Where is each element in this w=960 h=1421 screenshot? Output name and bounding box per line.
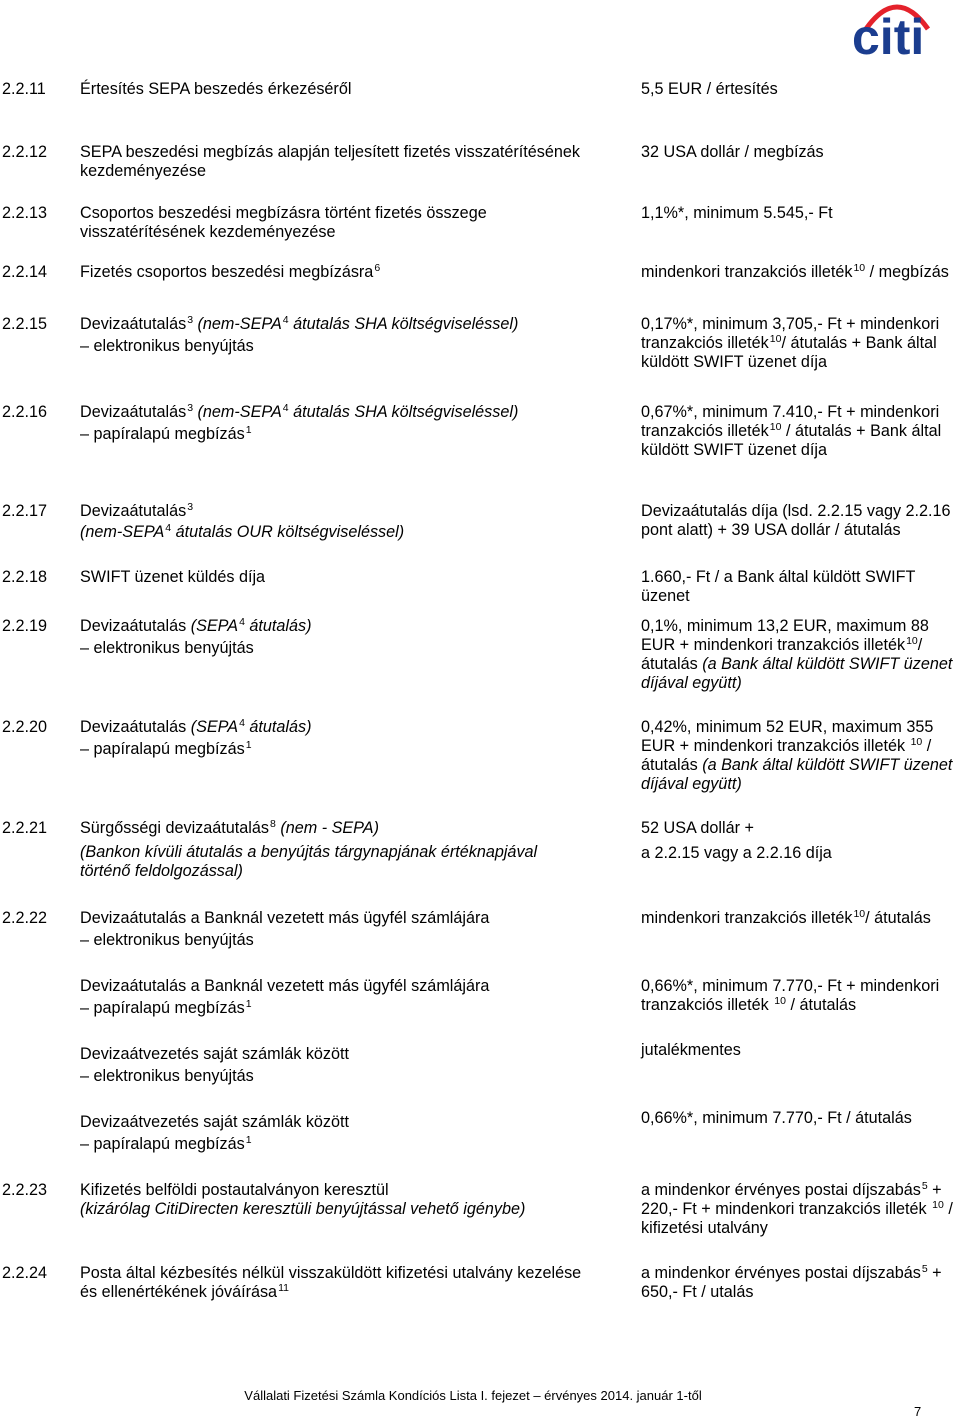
text-line <box>80 80 351 99</box>
text-line <box>641 263 949 282</box>
fee-amount <box>641 263 949 282</box>
text-segment: / megbízás <box>865 263 949 281</box>
text-line <box>641 441 941 460</box>
text-segment: átutalás) <box>244 617 312 635</box>
text-segment: / átutalás + Bank által <box>781 422 942 440</box>
text-segment: Kifizetés belföldi postautalványon keresztül <box>80 1181 389 1199</box>
text-segment: a mindenkor érvényes postai díjszabás <box>641 1181 921 1199</box>
footnote-ref: 4 <box>239 716 245 729</box>
text-segment: mindenkori tranzakciós illeték <box>641 263 853 281</box>
text-segment: és ellenértékének jóváírása <box>80 1283 278 1301</box>
text-segment: + <box>927 1181 942 1199</box>
text-segment: – papíralapú megbízás <box>80 999 245 1017</box>
text-segment: jutalékmentes <box>641 1041 741 1059</box>
text-line <box>641 756 952 775</box>
text-segment: SEPA beszedési megbízás alapján teljesített fizetés visszatérítésének <box>80 143 580 161</box>
text-segment: – elektronikus benyújtás <box>80 639 254 657</box>
text-segment: (nem-SEPA <box>193 315 282 333</box>
text-segment: mindenkori tranzakciós illeték <box>641 909 853 927</box>
text-line <box>80 143 580 162</box>
text-line <box>641 204 833 223</box>
text-segment: Devizaátutalás <box>80 502 187 520</box>
service-description <box>80 1181 525 1219</box>
text-segment: tranzakciós illeték <box>641 996 774 1014</box>
text-segment: tranzakciós illeték <box>641 422 769 440</box>
citi-logo <box>846 2 936 60</box>
text-line <box>80 523 404 542</box>
row-number: 2.2.12 <box>2 143 48 161</box>
text-line <box>80 502 404 521</box>
text-line <box>80 337 518 356</box>
text-segment: átutalás SHA költségviseléssel) <box>288 403 519 421</box>
text-segment: történő feldolgozással) <box>80 862 243 880</box>
service-description <box>80 80 351 99</box>
row-number: 2.2.21 <box>2 819 48 837</box>
text-segment: (a Bank által küldött SWIFT üzenet <box>702 756 953 774</box>
fee-amount <box>641 617 952 693</box>
text-segment: – papíralapú megbízás <box>80 425 245 443</box>
text-line <box>80 909 489 928</box>
text-line <box>80 1135 349 1154</box>
text-segment: Devizaátutalás <box>80 315 187 333</box>
service-description <box>80 819 537 881</box>
text-line <box>641 353 939 372</box>
text-line <box>641 1283 942 1302</box>
text-segment: (SEPA <box>190 718 239 736</box>
text-segment: átutalás <box>641 756 703 774</box>
text-segment: 1.660,- Ft / a Bank által küldött SWIFT <box>641 568 916 586</box>
fee-amount <box>641 718 952 794</box>
logo-wordmark: citi <box>852 9 925 60</box>
text-line <box>80 819 537 838</box>
text-line <box>80 1045 349 1064</box>
text-line <box>80 1067 349 1086</box>
text-line <box>641 143 824 162</box>
text-segment: kezdeményezése <box>80 162 206 180</box>
text-segment: 5,5 EUR / értesítés <box>641 80 778 98</box>
text-line <box>641 1109 912 1128</box>
text-line <box>80 931 489 950</box>
text-line <box>641 977 939 996</box>
text-segment: küldött SWIFT üzenet díja <box>641 353 827 371</box>
text-line <box>641 1041 741 1060</box>
service-description <box>80 617 312 658</box>
text-line <box>641 674 952 693</box>
text-segment: (nem - SEPA) <box>275 819 379 837</box>
text-segment: Devizaátutalás a Banknál vezetett más ügyfél számlájára <box>80 909 490 927</box>
row-number: 2.2.14 <box>2 263 48 281</box>
text-line <box>641 587 915 606</box>
footnote-ref: 8 <box>269 817 276 830</box>
row-number: 2.2.18 <box>2 568 48 586</box>
text-segment: Devizaátutalás díja (lsd. 2.2.15 vagy 2.2.16 <box>641 502 951 520</box>
text-line <box>641 1200 953 1219</box>
text-segment: Devizaátutalás <box>80 403 187 421</box>
text-line <box>80 999 489 1018</box>
footnote-ref: 4 <box>282 313 289 326</box>
row-number: 2.2.11 <box>2 80 46 98</box>
text-segment: küldött SWIFT üzenet díja <box>641 441 827 459</box>
footnote-ref: 4 <box>282 401 289 414</box>
fee-amount <box>641 143 824 162</box>
text-line <box>80 617 312 636</box>
fee-amount <box>641 1264 942 1302</box>
text-segment: (a Bank által küldött SWIFT üzenet <box>702 655 953 673</box>
service-description <box>80 977 489 1018</box>
service-description <box>80 143 580 181</box>
fee-amount <box>641 1109 912 1128</box>
text-line <box>80 977 489 996</box>
text-line <box>641 403 941 422</box>
text-line <box>641 775 952 794</box>
footnote-ref: 6 <box>374 261 381 274</box>
text-segment: SWIFT üzenet küldés díja <box>80 568 266 586</box>
footnote-ref: 1 <box>245 997 252 1010</box>
text-segment: / <box>922 737 932 755</box>
footnote-ref: 3 <box>187 313 194 326</box>
text-segment: (nem-SEPA <box>193 403 282 421</box>
text-segment: átutalás SHA költségviseléssel) <box>288 315 519 333</box>
text-segment: (kizárólag CitiDirecten keresztüli benyújtással vehető igénybe) <box>80 1200 526 1218</box>
fee-amount <box>641 568 915 606</box>
footnote-ref: 10 <box>910 735 923 748</box>
text-line <box>641 819 832 838</box>
footnote-ref: 1 <box>245 423 252 436</box>
row-number: 2.2.20 <box>2 718 48 736</box>
text-segment: EUR + mindenkori tranzakciós illeték <box>641 636 906 654</box>
text-line <box>80 862 537 881</box>
text-segment: 0,42%, minimum 52 EUR, maximum 355 <box>641 718 934 736</box>
text-line <box>80 740 312 759</box>
text-line <box>80 568 265 587</box>
footnote-ref: 10 <box>769 420 782 433</box>
text-line <box>80 263 380 282</box>
text-segment: Devizaátutalás <box>80 617 191 635</box>
footnote-ref: 10 <box>906 634 918 647</box>
text-segment: + <box>927 1264 942 1282</box>
service-description <box>80 315 518 356</box>
text-segment: átutalás <box>641 655 703 673</box>
fee-amount <box>641 1181 953 1238</box>
text-segment: visszatérítésének kezdeményezése <box>80 223 336 241</box>
text-segment: 52 USA dollár + <box>641 819 754 837</box>
text-segment: – elektronikus benyújtás <box>80 931 254 949</box>
text-segment: 650,- Ft / utalás <box>641 1283 754 1301</box>
text-segment: 0,67%*, minimum 7.410,- Ft + mindenkori <box>641 403 940 421</box>
row-number: 2.2.23 <box>2 1181 48 1199</box>
text-segment: díjával együtt) <box>641 775 742 793</box>
text-line <box>641 617 952 636</box>
text-segment: üzenet <box>641 587 690 605</box>
text-segment: / <box>917 636 923 654</box>
text-line <box>641 1181 953 1200</box>
fee-amount <box>641 80 778 99</box>
row-number: 2.2.17 <box>2 502 48 520</box>
text-line <box>80 1264 581 1283</box>
text-line <box>641 80 778 99</box>
row-number: 2.2.24 <box>2 1264 48 1282</box>
text-segment: / <box>943 1200 953 1218</box>
text-segment: kifizetési utalvány <box>641 1219 768 1237</box>
text-line <box>80 639 312 658</box>
text-line <box>80 403 518 422</box>
text-line <box>80 204 487 223</box>
text-line <box>641 909 931 928</box>
text-segment: Értesítés SEPA beszedés érkezéséről <box>80 80 352 98</box>
text-line <box>641 655 952 674</box>
footnote-ref: 5 <box>921 1179 928 1192</box>
text-segment: (SEPA <box>190 617 239 635</box>
footnote-ref: 11 <box>278 1281 289 1294</box>
service-description <box>80 909 489 950</box>
text-segment: – papíralapú megbízás <box>80 1135 245 1153</box>
text-segment: EUR + mindenkori tranzakciós illeték <box>641 737 910 755</box>
service-description <box>80 1264 581 1302</box>
text-line <box>641 1219 953 1238</box>
text-line <box>80 315 518 334</box>
fee-amount <box>641 315 939 372</box>
fee-amount <box>641 403 941 460</box>
service-description <box>80 718 312 759</box>
text-segment: / átutalás <box>785 996 857 1014</box>
fee-amount <box>641 1041 741 1060</box>
footnote-ref: 3 <box>187 401 194 414</box>
text-segment: a 2.2.15 vagy a 2.2.16 díja <box>641 844 832 862</box>
text-segment: (nem-SEPA <box>80 523 165 541</box>
footnote-ref: 3 <box>187 500 194 513</box>
text-line <box>641 718 952 737</box>
text-segment: Devizaátvezetés saját számlák között <box>80 1045 350 1063</box>
text-segment: átutalás OUR költségviseléssel) <box>171 523 405 541</box>
text-segment: / átutalás <box>865 909 931 927</box>
service-description <box>80 1113 349 1154</box>
footnote-ref: 10 <box>769 332 782 345</box>
text-segment: (Bankon kívüli átutalás a benyújtás tárgynapjának értéknapjával <box>80 843 538 861</box>
text-segment: Posta által kézbesítés nélkül visszaküldött kifizetési utalvány kezelése <box>80 1264 582 1282</box>
text-segment: díjával együtt) <box>641 674 742 692</box>
text-segment: 1,1%*, minimum 5.545,- Ft <box>641 204 833 222</box>
footnote-ref: 10 <box>853 907 866 920</box>
text-segment: Sürgősségi devizaátutalás <box>80 819 269 837</box>
footnote-ref: 4 <box>165 521 172 534</box>
text-line <box>641 996 939 1015</box>
text-line <box>80 162 580 181</box>
row-number: 2.2.13 <box>2 204 48 222</box>
text-line <box>80 718 312 737</box>
text-line <box>641 1264 942 1283</box>
text-segment: Fizetés csoportos beszedési megbízásra <box>80 263 374 281</box>
text-segment: 0,66%*, minimum 7.770,- Ft + mindenkori <box>641 977 940 995</box>
fee-amount <box>641 502 951 540</box>
text-line <box>80 425 518 444</box>
text-line <box>80 1181 525 1200</box>
row-number: 2.2.19 <box>2 617 48 635</box>
text-segment: Devizaátutalás a Banknál vezetett más ügyfél számlájára <box>80 977 490 995</box>
fee-amount <box>641 204 833 223</box>
fee-amount <box>641 819 832 863</box>
row-number: 2.2.22 <box>2 909 48 927</box>
text-segment: átutalás) <box>244 718 312 736</box>
text-line <box>641 844 832 863</box>
text-segment: a mindenkor érvényes postai díjszabás <box>641 1264 921 1282</box>
footnote-ref: 10 <box>932 1198 944 1211</box>
text-line <box>80 843 537 862</box>
row-number: 2.2.15 <box>2 315 48 333</box>
text-segment: / átutalás + Bank által <box>781 334 937 352</box>
text-segment: 32 USA dollár / megbízás <box>641 143 824 161</box>
footnote-ref: 5 <box>921 1262 928 1275</box>
service-description <box>80 502 404 542</box>
row-number: 2.2.16 <box>2 403 48 421</box>
text-segment: 0,1%, minimum 13,2 EUR, maximum 88 <box>641 617 929 635</box>
text-segment: tranzakciós illeték <box>641 334 769 352</box>
service-description <box>80 1045 349 1086</box>
fee-amount <box>641 977 939 1015</box>
text-line <box>641 422 941 441</box>
text-line <box>641 502 951 521</box>
text-line <box>641 737 952 756</box>
text-segment: 0,66%*, minimum 7.770,- Ft / átutalás <box>641 1109 912 1127</box>
text-segment: 220,- Ft + mindenkori tranzakciós illeték <box>641 1200 932 1218</box>
text-line <box>80 1200 525 1219</box>
fee-amount <box>641 909 931 928</box>
text-segment: – elektronikus benyújtás <box>80 1067 254 1085</box>
text-line <box>641 521 951 540</box>
footnote-ref: 1 <box>245 738 252 751</box>
text-segment: Csoportos beszedési megbízásra történt fizetés összege <box>80 204 487 222</box>
text-line <box>641 636 952 655</box>
footnote-ref: 4 <box>239 615 245 628</box>
text-segment: Devizaátutalás <box>80 718 191 736</box>
service-description <box>80 403 518 444</box>
footer-text: Vállalati Fizetési Számla Kondíciós Lista I. fejezet – érvényes 2014. január 1-től <box>244 1388 702 1403</box>
text-line <box>641 334 939 353</box>
page-number: 7 <box>914 1404 922 1419</box>
footnote-ref: 10 <box>853 261 866 274</box>
footnote-ref: 1 <box>245 1133 252 1146</box>
text-line <box>641 568 915 587</box>
footnote-ref: 10 <box>774 994 786 1007</box>
text-segment: pont alatt) + 39 USA dollár / átutalás <box>641 521 901 539</box>
text-line <box>80 223 487 242</box>
service-description <box>80 568 265 587</box>
text-line <box>641 315 939 334</box>
service-description <box>80 204 487 242</box>
text-segment: Devizaátvezetés saját számlák között <box>80 1113 350 1131</box>
text-segment: – elektronikus benyújtás <box>80 337 254 355</box>
text-line <box>80 1283 581 1302</box>
text-line <box>80 1113 349 1132</box>
service-description <box>80 263 380 282</box>
text-segment: – papíralapú megbízás <box>80 740 245 758</box>
text-segment: 0,17%*, minimum 3,705,- Ft + mindenkori <box>641 315 940 333</box>
